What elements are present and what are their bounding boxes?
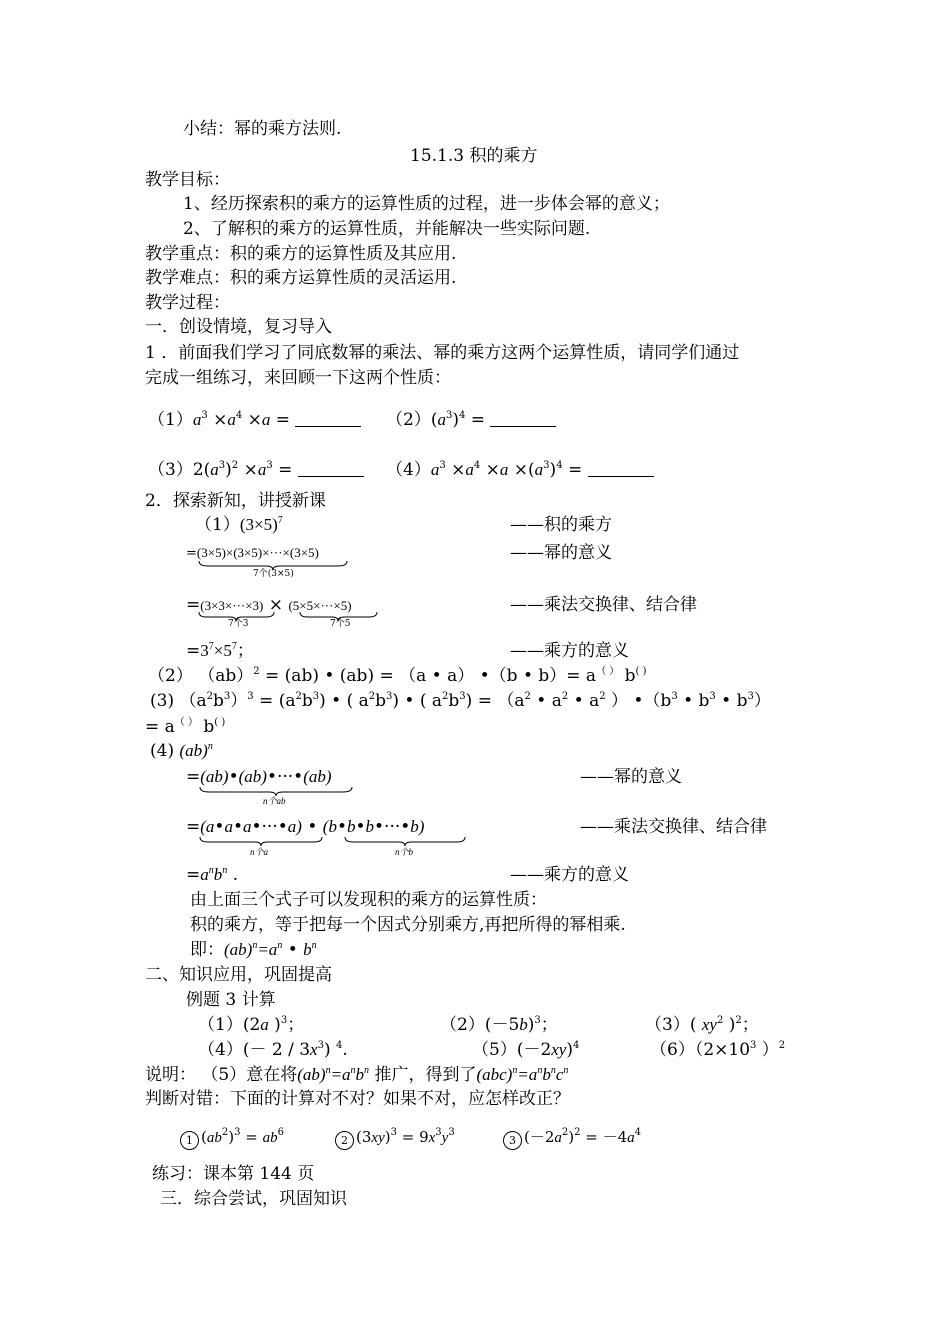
label-comm-assoc-2: ——乘法交换律、结合律: [580, 817, 767, 837]
judge-prompt: 判断对错：下面的计算对不对？如果不对，应怎样改正？: [145, 1089, 570, 1109]
example-item-4: $(4)(- 2 / 3x^3)$ $^4$.: [198, 1040, 348, 1060]
derivation-4-step1: =(ab)•(ab)•···•(ab): [186, 767, 332, 787]
brace-n-b: [344, 836, 466, 846]
example-item-5: $(5)(-2xy)^4$: [472, 1040, 580, 1060]
conclusion-2: 积的乘方，等于把每一个因式分别乘方,再把所得的幂相乘.: [190, 915, 626, 935]
brace-n-a: [199, 836, 323, 846]
judge-item-3: 3 $(-2a^2)^2 = -4a^4$: [503, 1126, 641, 1150]
exercise-3: $(3)2(a^3)^2 \times a^3$ =: [148, 459, 364, 481]
label-power-def-1: ——乘方的意义: [510, 641, 629, 661]
exercise-4: $(4)a^3 \times a^4 \times a \times(a^3)^4$ =: [386, 459, 654, 481]
derivation-1-start: $(1)(3\times 5)^7$: [195, 515, 283, 535]
derivation-2: （2） （ab）$^2$ = (ab) • (ab) = （a • a） •（b • b）= a（ ） b( ): [148, 666, 647, 686]
explanation: 说明： （5）意在将$(ab)^n=a^nb^n$ 推广，得到了$(abc)^n=a^nb^nc^n$: [145, 1065, 569, 1085]
practice: 练习：课本第 144 页: [152, 1164, 315, 1184]
part1-heading: 一．创设情境，复习导入: [145, 317, 332, 337]
goal-2: 2、了解积的乘方的运算性质，并能解决一些实际问题.: [183, 219, 591, 239]
brace-7-5-label: 7个5: [330, 619, 351, 629]
item1-line2: 完成一组练习，来回顾一下这两个性质：: [145, 368, 451, 388]
brace-7-35-label: 7个(3×5): [253, 569, 294, 579]
label-power-meaning-1: ——幂的意义: [510, 543, 612, 563]
conclusion-3: 即：$(ab)^n=a^n$ • $b^n$: [190, 940, 317, 960]
part4-heading: 三．综合尝试，巩固知识: [160, 1189, 347, 1209]
part3-heading: 二、知识应用，巩固提高: [145, 965, 332, 985]
conclusion-1: 由上面三个式子可以发现积的乘方的运算性质：: [190, 890, 547, 910]
judge-item-1: 1 $(ab^2)^3 = ab^6$: [180, 1126, 284, 1150]
derivation-1-step1: =(3×5)×(3×5)×···×(3×5): [186, 545, 319, 561]
brace-n-a-label: n个a: [250, 847, 269, 857]
goals-heading: 教学目标：: [145, 170, 230, 190]
exercise-2: $(2)(a^3)^4$ =: [386, 409, 556, 431]
derivation-3-line2: = a（ ） b( ): [145, 717, 226, 737]
example-title: 例题 3 计算: [186, 990, 276, 1010]
example-item-3: （3）( $xy^2$ )$^2$；: [645, 1015, 759, 1035]
derivation-1-step2: =(3×3×···×3) × (5×5×···×5): [186, 595, 352, 615]
brace-n-ab-label: n个ab: [263, 796, 286, 806]
derivation-4-start: (4) (ab)$^n$: [150, 741, 213, 761]
brace-n-b-label: n个b: [395, 847, 414, 857]
key-point: 教学重点：积的乘方的运算性质及其应用.: [145, 244, 457, 264]
derivation-1-result: $=3^7\times 5^7$；: [186, 641, 254, 661]
item1-line1: 1 ．前面我们学习了同底数幂的乘法、幂的乘方这两个运算性质，请同学们通过: [145, 343, 740, 363]
exercise-1: $(1)a^3 \times a^4 \times a$ =: [148, 409, 361, 431]
example-item-1: （1）(2a )$^3$；: [198, 1015, 305, 1035]
section-title: 15.1.3 积的乘方: [410, 146, 538, 166]
process-heading: 教学过程：: [145, 293, 230, 313]
label-power-def-2: ——乘方的意义: [510, 865, 629, 885]
brace-7-3-label: 7个3: [228, 619, 249, 629]
derivation-4-result: $=a^nb^n$ .: [186, 865, 239, 885]
derivation-4-step2: =(a•a•a•···•a) • (b•b•b•···•b): [186, 817, 425, 837]
label-comm-assoc-1: ——乘法交换律、结合律: [510, 595, 697, 615]
judge-item-2: 2 $(3xy)^3 = 9x^3y^3$: [335, 1126, 455, 1150]
goal-1: 1、经历探索积的乘方的运算性质的过程，进一步体会幂的意义；: [183, 194, 670, 214]
part2-heading: 2．探索新知，讲授新课: [145, 491, 326, 511]
example-item-6: $(6)(2\times 10^3$ ）$^2$: [650, 1040, 786, 1060]
label-product-power: ——积的乘方: [510, 515, 612, 535]
label-power-meaning-2: ——幂的意义: [580, 767, 682, 787]
summary-line: 小结：幂的乘方法则.: [183, 119, 342, 139]
derivation-3-line1: (3) $(a^2b^3)^3 = (a^2b^3)$ • ( $a^2b^3$) • ( $a^2b^3) = (a^2$ • $a^2$ • $a^2$ ） $•(b^3$ • $b^3$ • $b^3$）: [150, 691, 771, 711]
difficulty: 教学难点：积的乘方运算性质的灵活运用.: [145, 268, 457, 288]
example-item-2: $(2)(-5b)^3$；: [440, 1015, 558, 1035]
